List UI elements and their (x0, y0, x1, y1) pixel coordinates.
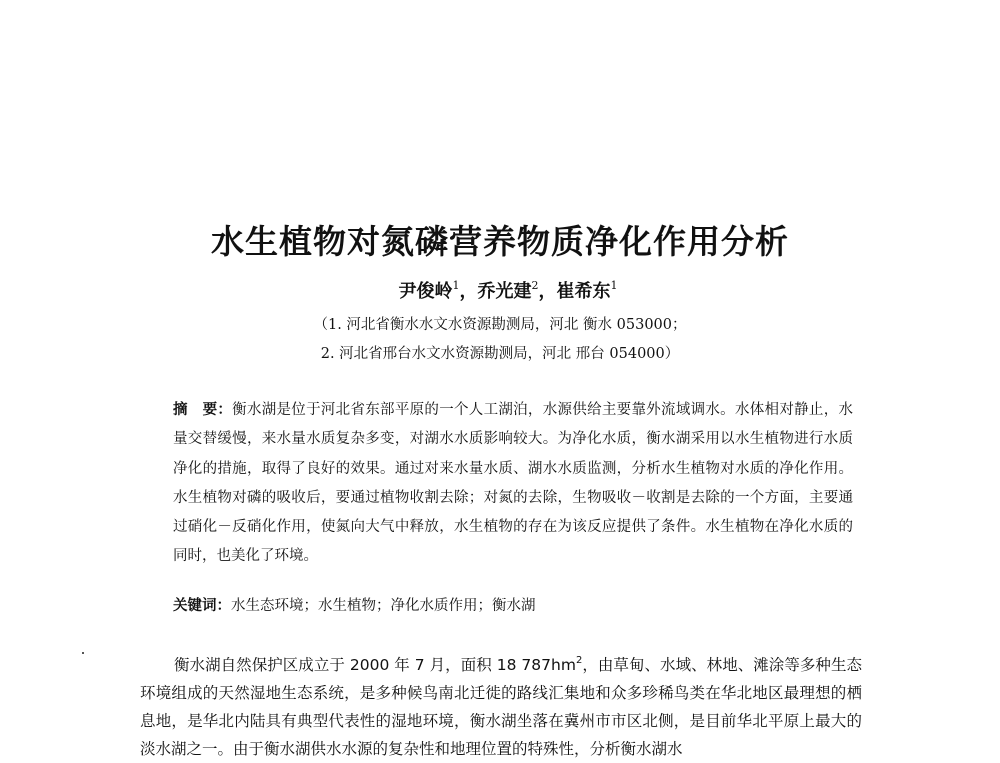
author-name: 乔光建 (477, 281, 532, 302)
author-separator: ， (459, 281, 478, 302)
abstract-label: 摘 要： (173, 402, 233, 418)
area-unit-superscript: 2 (575, 655, 583, 666)
scan-speck (82, 652, 84, 654)
keywords-label: 关键词： (173, 598, 231, 614)
paper-title: 水生植物对氮磷营养物质净化作用分析 (211, 222, 789, 262)
body-text-part-1: 衡水湖自然保护区成立于 2000 年 7 月，面积 18 787hm (174, 656, 576, 674)
affiliation-line-2: 2. 河北省邢台水文水资源勘测局，河北 邢台 054000） (320, 346, 680, 362)
body-text-part-2: ，由草甸、水域、林地、滩涂等多种生态环境组成的天然湿地生态系统，是多种候鸟南北迁徙的路线汇集地和众多珍稀鸟类在华北地区最理想的栖息地，是华北内陆具有典型代表性的湿地环境，衡水湖坐落在冀州市市区北侧，是目前华北平原上最大的淡水湖之一。由于衡水湖供水水源的复杂性和地理位置的特殊性，分析衡水湖水 (140, 656, 862, 758)
author-affiliation-mark: 1 (610, 279, 618, 292)
author-affiliation-mark: 1 (452, 279, 460, 292)
abstract-text: 衡水湖是位于河北省东部平原的一个人工湖泊，水源供给主要靠外流域调水。水体相对静止，水量交替缓慢，来水量水质复杂多变，对湖水水质影响较大。为净化水质，衡水湖采用以水生植物进行水质净化的措施，取得了良好的效果。通过对来水量水质、湖水水质监测，分析水生植物对水质的净化作用。水生植物对磷的吸收后，要通过植物收割去除；对氮的去除，生物吸收－收割是去除的一个方面，主要通过硝化－反硝化作用，使氮向大气中释放，水生植物的存在为该反应提供了条件。水生植物在净化水质的同时，也美化了环境。 (173, 402, 853, 565)
author-separator: ， (538, 281, 557, 302)
keywords-block (173, 592, 853, 621)
keywords-text: 水生态环境；水生植物；净化水质作用；衡水湖 (231, 598, 536, 614)
affiliation-line-1: （1. 河北省衡水水文水资源勘测局，河北 衡水 053000； (313, 317, 687, 333)
abstract-block (173, 396, 853, 572)
author-affiliation-mark: 2 (531, 279, 539, 292)
author-list (0, 279, 1000, 305)
author-name: 崔希东 (556, 281, 611, 302)
author-name: 尹俊岭 (398, 281, 453, 302)
body-paragraph (140, 651, 862, 763)
